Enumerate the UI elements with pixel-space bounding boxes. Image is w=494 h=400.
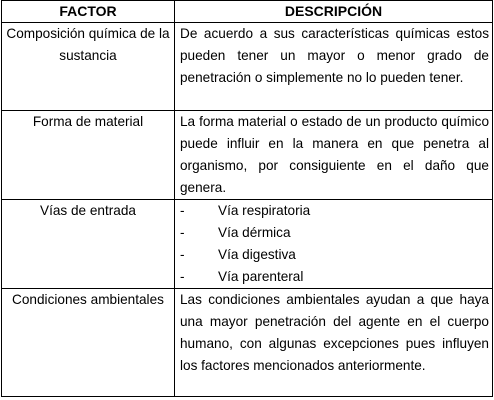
list-item [180,266,489,288]
list-marker: - [180,225,185,240]
description-cell: La forma material o estado de un producto químico puede influir en la manera en que penetra al organismo, por consiguiente en el daño que genera. [175,111,493,200]
header-factor: FACTOR [2,1,175,23]
list-item-label: Vía parenteral [218,269,304,284]
list-marker: - [180,203,185,218]
table-row [2,289,493,397]
factor-cell: Forma de material [2,111,175,200]
factor-cell: Composición química de la sustancia [2,23,175,111]
header-descripcion: DESCRIPCIÓN [175,1,493,23]
factor-cell: Vías de entrada [2,200,175,289]
list-item-label: Vía dérmica [218,225,291,240]
table-row [2,23,493,111]
list-marker: - [180,247,185,262]
table-row [2,200,493,289]
factors-table [1,0,493,397]
list-item-label: Vía digestiva [218,247,296,262]
description-cell: Las condiciones ambientales ayudan a que haya una mayor penetración del agente en el cuerpo humano, con algunas excepciones pues influyen los factores mencionados anteriormente. [175,289,493,397]
list-item [180,244,489,266]
factor-cell: Condiciones ambientales [2,289,175,397]
list-marker: - [180,269,185,284]
list-item [180,222,489,244]
entry-routes-list [175,200,493,289]
table-header-row [2,1,493,23]
table-row [2,111,493,200]
list-item [180,200,489,222]
list-item-label: Vía respiratoria [218,203,311,218]
description-cell: De acuerdo a sus características químicas estos pueden tener un mayor o menor grado de penetración o simplemente no lo pueden tener. [175,23,493,111]
